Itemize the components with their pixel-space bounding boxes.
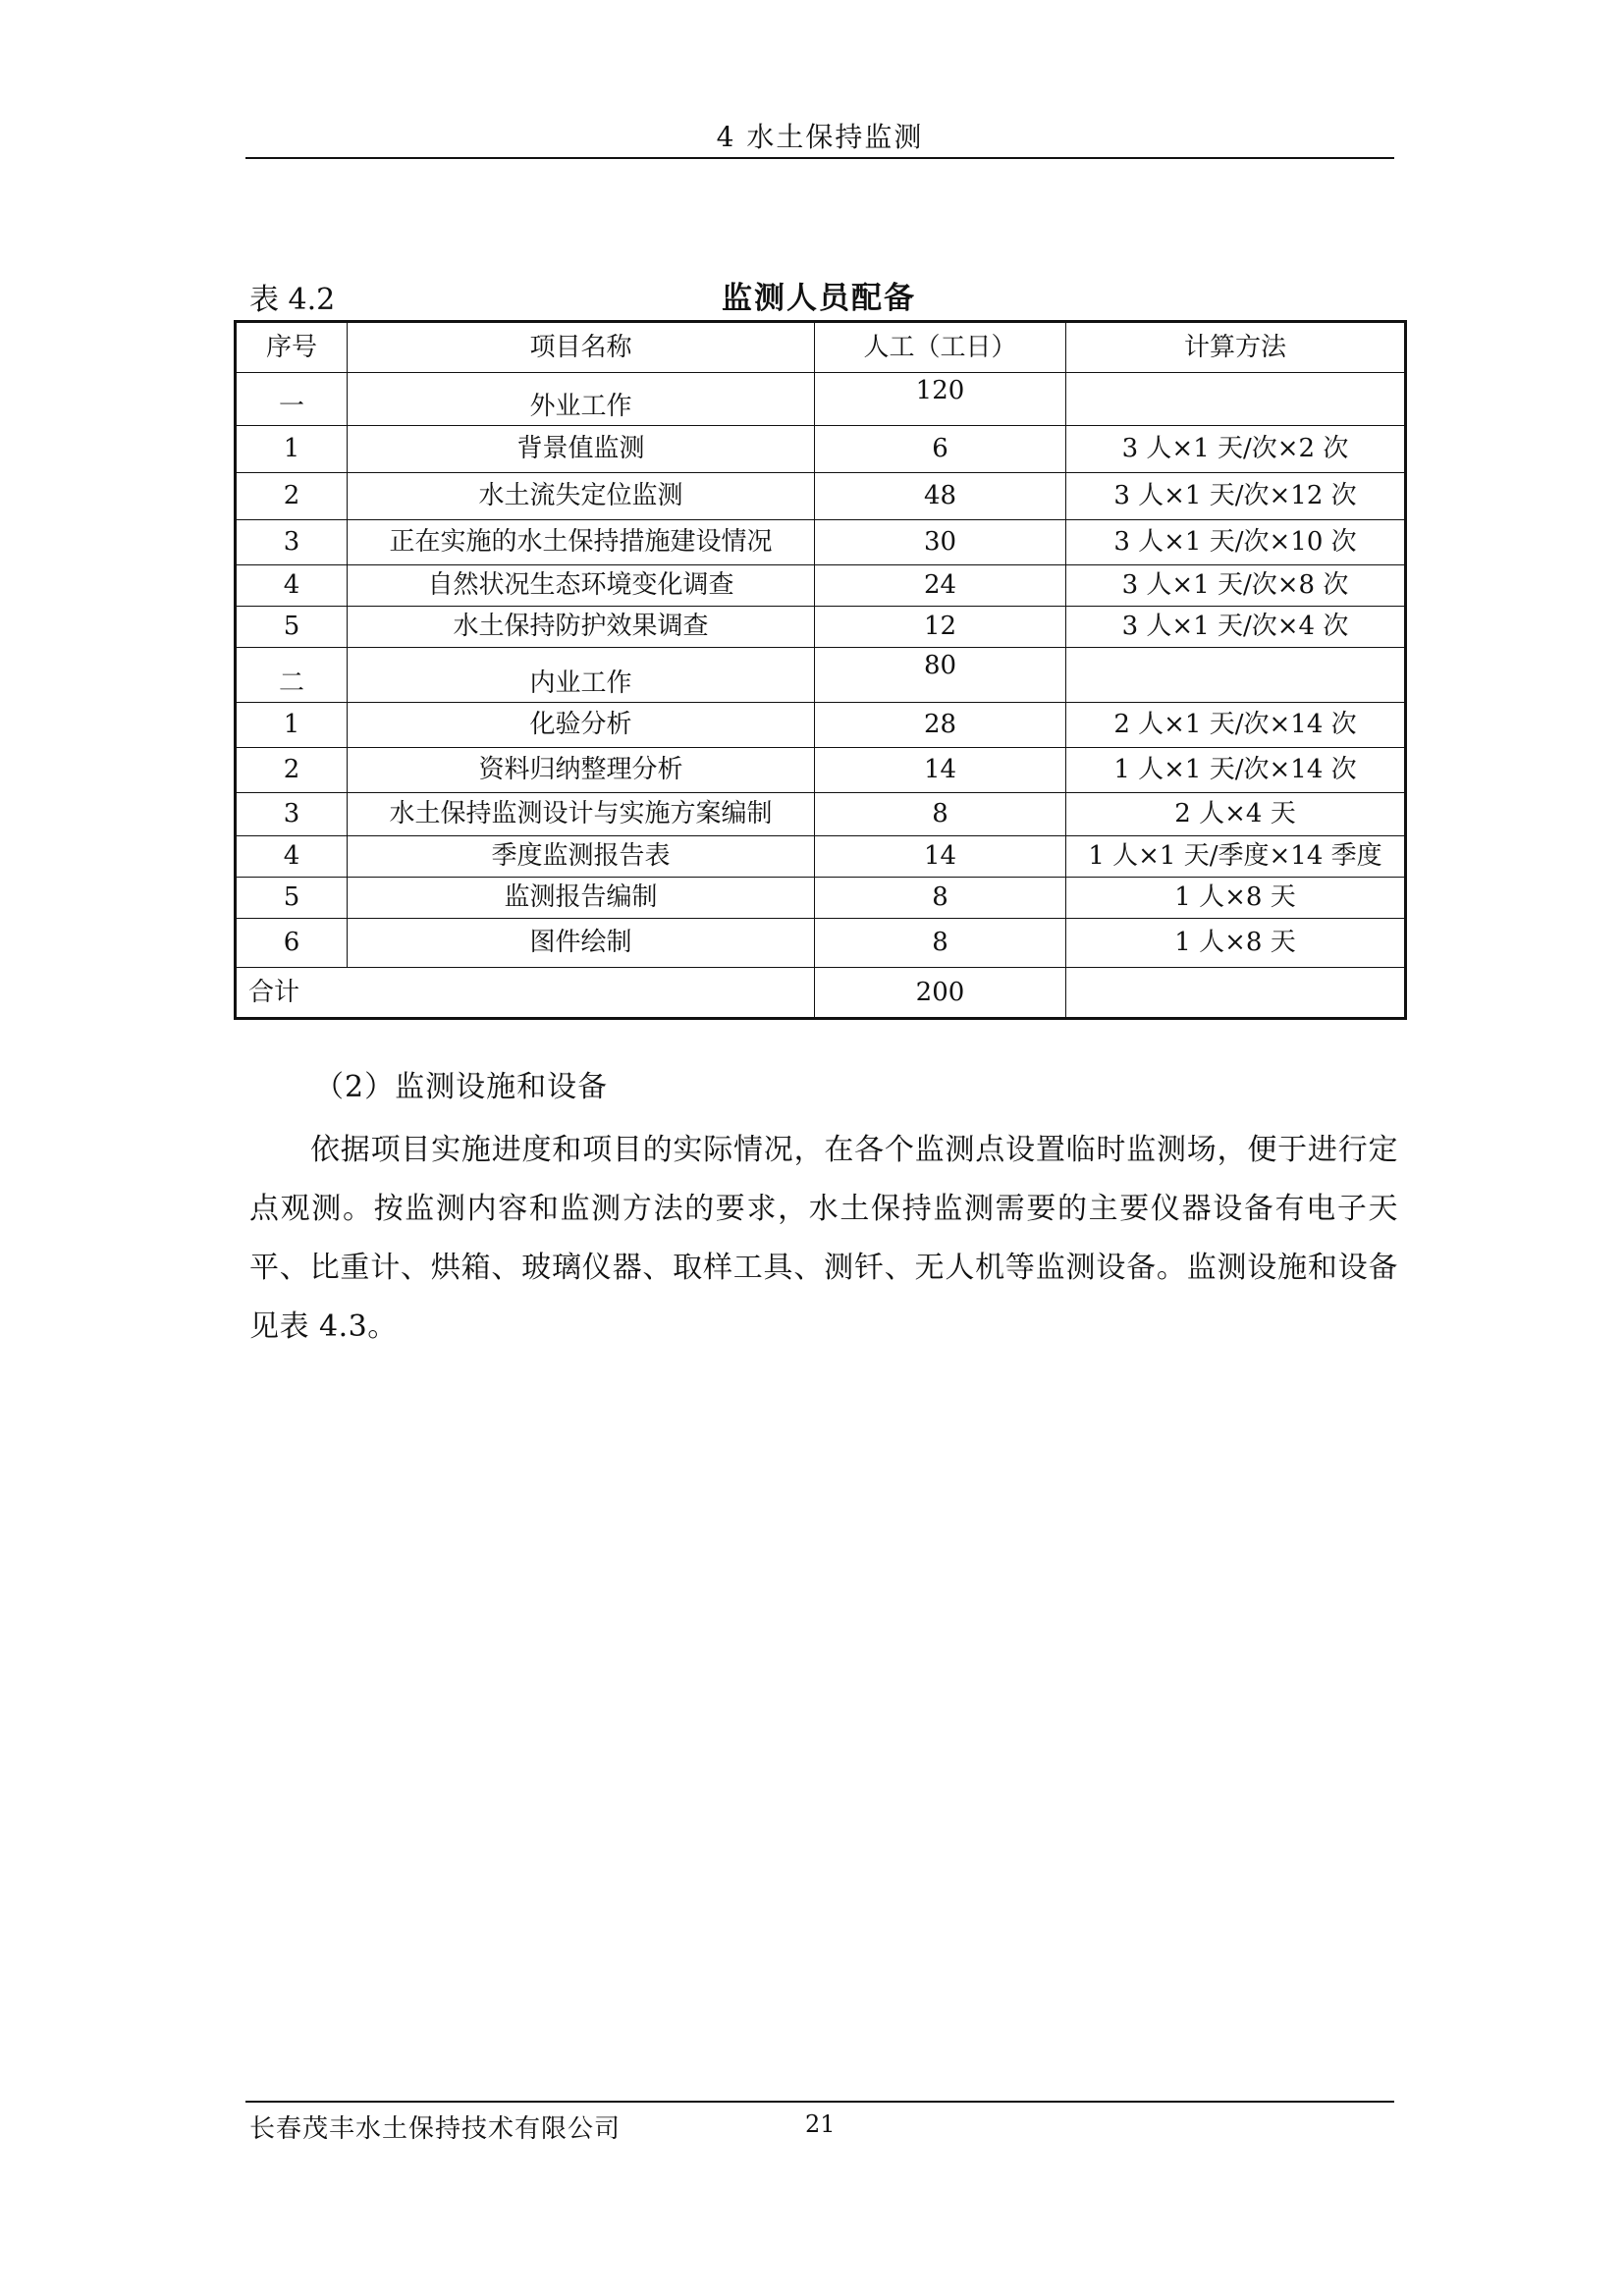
table-row — [236, 607, 1406, 648]
row-number: 一 — [236, 373, 348, 426]
item-name: 自然状况生态环境变化调查 — [348, 565, 815, 607]
row-number: 4 — [236, 565, 348, 607]
row-number: 5 — [236, 878, 348, 919]
table-header-row — [236, 322, 1406, 373]
work-days: 30 — [815, 520, 1066, 565]
item-name: 季度监测报告表 — [348, 836, 815, 878]
row-number: 二 — [236, 648, 348, 703]
total-method — [1066, 968, 1406, 1019]
table-row — [236, 648, 1406, 703]
table-number: 表 4.2 — [249, 283, 336, 317]
table-row — [236, 919, 1406, 968]
calc-method: 3 人×1 天/次×4 次 — [1066, 607, 1406, 648]
row-number: 3 — [236, 793, 348, 836]
paragraph-text: 依据项目实施进度和项目的实际情况，在各个监测点设置临时监测场，便于进行定点观测。按监测内容和监测方法的要求，水土保持监测需要的主要仪器设备有电子天平、比重计、烘箱、玻璃仪器、取样工具、测钎、无人机等监测设备。监测设施和设备见表 4.3。 — [249, 1133, 1398, 1344]
item-name: 正在实施的水土保持措施建设情况 — [348, 520, 815, 565]
section-heading: （2）监测设施和设备 — [314, 1070, 609, 1104]
item-name: 资料归纳整理分析 — [348, 748, 815, 793]
footer-company: 长春茂丰水土保持技术有限公司 — [249, 2114, 622, 2144]
work-days: 48 — [815, 473, 1066, 520]
column-header: 计算方法 — [1066, 322, 1406, 373]
work-days: 14 — [815, 748, 1066, 793]
calc-method: 3 人×1 天/次×10 次 — [1066, 520, 1406, 565]
work-days: 6 — [815, 426, 1066, 473]
calc-method: 1 人×1 天/季度×14 季度 — [1066, 836, 1406, 878]
work-days: 12 — [815, 607, 1066, 648]
row-number: 5 — [236, 607, 348, 648]
table-row — [236, 373, 1406, 426]
row-number: 1 — [236, 703, 348, 748]
page-header-title: 4 水土保持监测 — [716, 121, 924, 153]
table-row — [236, 473, 1406, 520]
column-header: 人工（工日） — [815, 322, 1066, 373]
work-days: 28 — [815, 703, 1066, 748]
header-rule — [245, 157, 1394, 159]
page-number: 21 — [805, 2110, 836, 2138]
item-name: 内业工作 — [348, 648, 815, 703]
total-label: 合计 — [236, 968, 815, 1019]
column-header: 序号 — [236, 322, 348, 373]
item-name: 监测报告编制 — [348, 878, 815, 919]
item-name: 水土保持监测设计与实施方案编制 — [348, 793, 815, 836]
table-row — [236, 565, 1406, 607]
row-number: 6 — [236, 919, 348, 968]
table-row — [236, 520, 1406, 565]
row-number: 4 — [236, 836, 348, 878]
total-row — [236, 968, 1406, 1019]
calc-method: 1 人×8 天 — [1066, 878, 1406, 919]
item-name: 化验分析 — [348, 703, 815, 748]
staffing-table — [234, 320, 1407, 1020]
work-days: 14 — [815, 836, 1066, 878]
row-number: 1 — [236, 426, 348, 473]
calc-method: 2 人×1 天/次×14 次 — [1066, 703, 1406, 748]
item-name: 背景值监测 — [348, 426, 815, 473]
table-row — [236, 793, 1406, 836]
body-paragraph — [249, 1121, 1398, 1357]
total-value: 200 — [815, 968, 1066, 1019]
table-row — [236, 748, 1406, 793]
table-caption — [234, 275, 1404, 317]
work-days: 80 — [815, 648, 1066, 703]
work-days: 8 — [815, 919, 1066, 968]
item-name: 水土流失定位监测 — [348, 473, 815, 520]
calc-method — [1066, 373, 1406, 426]
calc-method — [1066, 648, 1406, 703]
item-name: 水土保持防护效果调查 — [348, 607, 815, 648]
item-name: 外业工作 — [348, 373, 815, 426]
table-row — [236, 878, 1406, 919]
table-row — [236, 426, 1406, 473]
table-row — [236, 836, 1406, 878]
work-days: 24 — [815, 565, 1066, 607]
row-number: 2 — [236, 473, 348, 520]
work-days: 120 — [815, 373, 1066, 426]
work-days: 8 — [815, 878, 1066, 919]
calc-method: 1 人×1 天/次×14 次 — [1066, 748, 1406, 793]
calc-method: 3 人×1 天/次×12 次 — [1066, 473, 1406, 520]
calc-method: 2 人×4 天 — [1066, 793, 1406, 836]
row-number: 2 — [236, 748, 348, 793]
table-title: 监测人员配备 — [722, 281, 916, 316]
calc-method: 1 人×8 天 — [1066, 919, 1406, 968]
calc-method: 3 人×1 天/次×2 次 — [1066, 426, 1406, 473]
work-days: 8 — [815, 793, 1066, 836]
table-row — [236, 703, 1406, 748]
item-name: 图件绘制 — [348, 919, 815, 968]
footer-rule — [245, 2101, 1394, 2103]
row-number: 3 — [236, 520, 348, 565]
calc-method: 3 人×1 天/次×8 次 — [1066, 565, 1406, 607]
column-header: 项目名称 — [348, 322, 815, 373]
